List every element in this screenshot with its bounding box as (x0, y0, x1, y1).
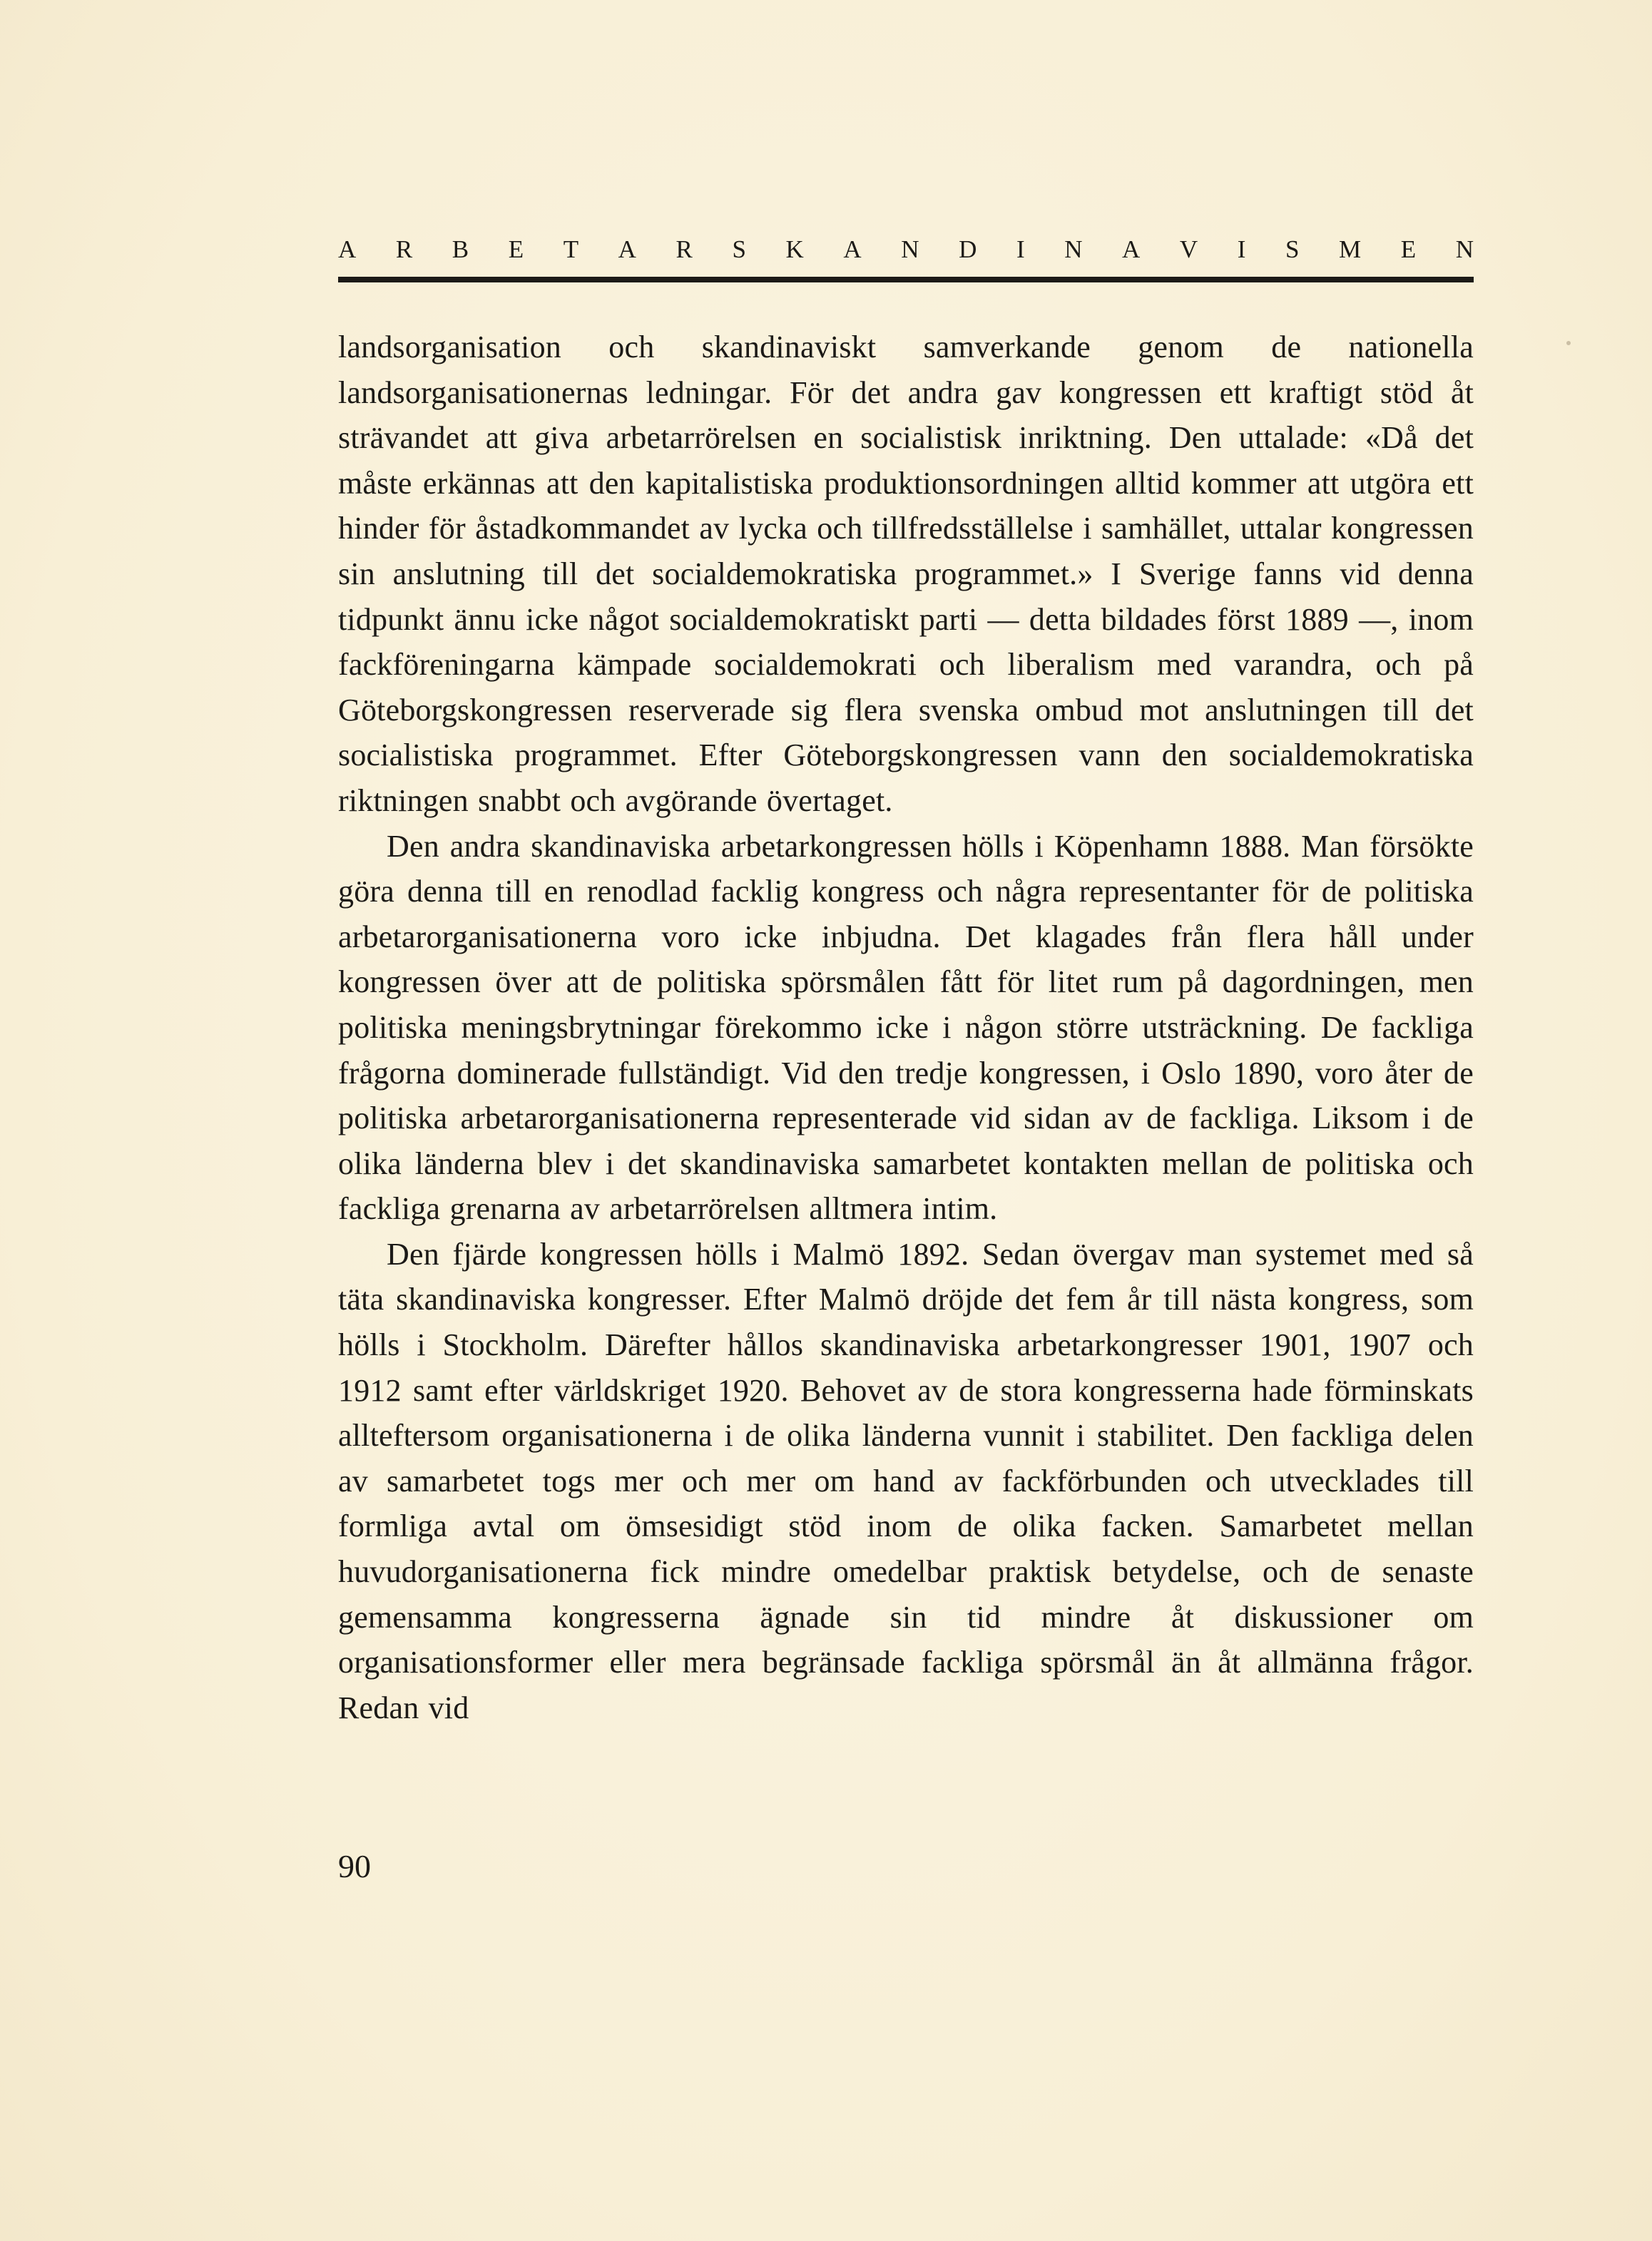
running-head-letter: I (1016, 235, 1025, 263)
paragraph-continuation: landsorganisation och skandinaviskt samverkande genom de nationella landsorganisationernas ledningar. För det andra gav kongressen ett kraftigt stöd åt strävandet att giva arbetarrörelsen en socialistisk inriktning. Den uttalade: «Då det måste erkännas att den kapitalistiska produktionsordningen alltid kommer att utgöra ett hinder för åstadkommandet av lycka och tillfredsställelse i samhället, uttalar kongressen sin anslutning till det socialdemokratiska programmet.» I Sverige fanns vid denna tidpunkt ännu icke något socialdemokratiskt parti — detta bildades först 1889 —, inom fackföreningarna kämpade socialdemokrati och liberalism med varandra, och på Göteborgskongressen reserverade sig flera svenska ombud mot anslutningen till det socialistiska programmet. Efter Göteborgskongressen vann den socialdemokratiska riktningen snabbt och avgörande övertaget. (338, 330, 1474, 818)
page-number: 90 (338, 1848, 371, 1884)
paragraph: Den fjärde kongressen hölls i Malmö 1892. Sedan övergav man systemet med så täta skandinaviska kongresser. Efter Malmö dröjde det fem år till nästa kongress, som hölls i Stockholm. Därefter hållos skandinaviska arbetarkongresser 1901, 1907 och 1912 samt efter världskriget 1920. Behovet av de stora kongresserna hade förminskats allteftersom organisationerna i de olika länderna vunnit i stabilitet. Den fackliga delen av samarbetet togs mer och mer om hand av fackförbunden och utvecklades till formliga avtal om ömsesidigt stöd inom de olika facken. Samarbetet mellan huvudorganisationerna fick mindre omedelbar praktisk betydelse, och de senaste gemensamma kongresserna ägnade sin tid mindre åt diskussioner om organisationsformer eller mera begränsade fackliga spörsmål än åt allmänna frågor. Redan vid (338, 1236, 1474, 1725)
paper-speck (1566, 341, 1571, 345)
running-head-letter: B (452, 235, 469, 263)
running-head-rule (338, 277, 1474, 282)
running-head-letter: A (618, 235, 636, 263)
running-head-letter: V (1179, 235, 1198, 263)
running-head-letter: S (732, 235, 746, 263)
paragraph: Den andra skandinaviska arbetarkongressen hölls i Köpenhamn 1888. Man försökte göra denna till en renodlad facklig kongress och några representanter för de politiska arbetarorganisationerna voro icke inbjudna. Det klagades från flera håll under kongressen över att de politiska spörsmålen fått för litet rum på dagordningen, men politiska meningsbrytningar förekommo icke i någon större utsträckning. De fackliga frågorna dominerade fullständigt. Vid den tredje kongressen, i Oslo 1890, voro åter de politiska arbetarorganisationerna representerade vid sidan av de fackliga. Liksom i de olika länderna blev i det skandinaviska samarbetet kontakten mellan de politiska och fackliga grenarna av arbetarrörelsen alltmera intim. (338, 828, 1474, 1227)
running-head-letter: N (1455, 235, 1474, 263)
running-head-letter: A (338, 235, 357, 263)
running-head (338, 235, 1474, 271)
running-head-letter: S (1285, 235, 1300, 263)
running-head-letter: D (959, 235, 977, 263)
running-head-text (338, 235, 1474, 264)
running-head-letter: I (1237, 235, 1246, 263)
running-head-letter: N (901, 235, 919, 263)
running-head-letter: R (395, 235, 413, 263)
running-head-letter: K (785, 235, 804, 263)
body-text (338, 325, 1474, 1730)
running-head-letter: R (675, 235, 693, 263)
running-head-letter: T (563, 235, 579, 263)
running-head-letter: M (1339, 235, 1362, 263)
running-head-letter: A (1122, 235, 1141, 263)
running-head-letter: E (1400, 235, 1417, 263)
running-head-letter: E (508, 235, 524, 263)
running-head-letter: A (843, 235, 862, 263)
running-head-letter: N (1064, 235, 1083, 263)
